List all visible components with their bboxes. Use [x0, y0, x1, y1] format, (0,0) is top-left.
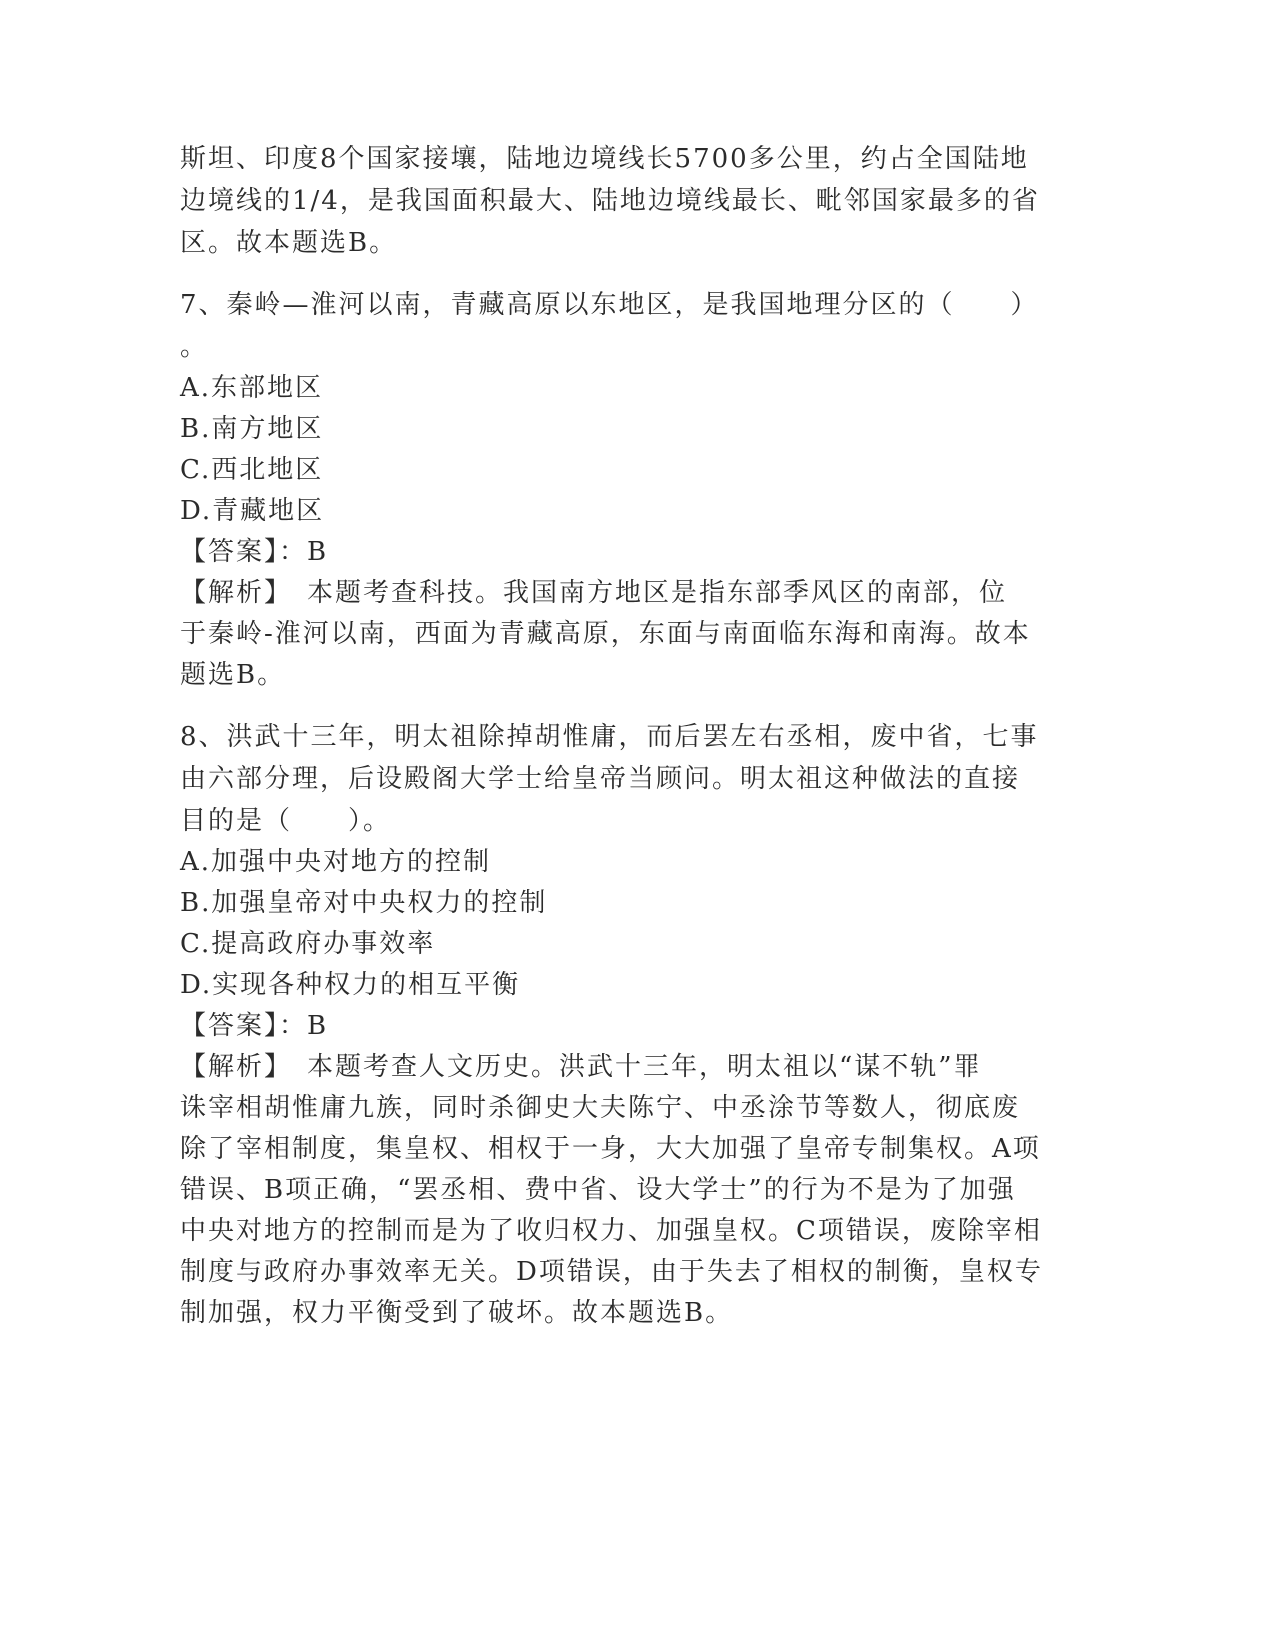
option-b: B.加强皇帝对中央权力的控制	[180, 888, 548, 918]
stem-line: 7、秦岭—淮河以南，青藏高原以东地区，是我国地理分区的（ ）	[180, 290, 1039, 320]
question-8-answer: 【答案】：B	[180, 1011, 329, 1041]
question-7-answer: 【答案】：B	[180, 537, 329, 567]
document-page	[180, 138, 1043, 1334]
intro-paragraph	[180, 138, 1040, 264]
stem-line: 由六部分理，后设殿阁大学士给皇帝当顾问。明太祖这种做法的直接	[180, 764, 1021, 794]
option-a: A.加强中央对地方的控制	[180, 847, 492, 877]
analysis-line: 诛宰相胡惟庸九族，同时杀御史大夫陈宁、中丞涂节等数人，彻底废	[180, 1093, 1021, 1123]
question-8-analysis	[180, 1047, 1043, 1334]
analysis-line: 制度与政府办事效率无关。D项错误，由于失去了相权的制衡，皇权专	[180, 1257, 1043, 1287]
question-7-stem	[180, 284, 1040, 368]
analysis-line: 制加强，权力平衡受到了破坏。故本题选B。	[180, 1298, 734, 1328]
question-7-analysis	[180, 573, 1040, 696]
intro-line: 斯坦、印度8个国家接壤，陆地边境线长5700多公里，约占全国陆地	[180, 144, 1029, 174]
analysis-line: 于秦岭-淮河以南，西面为青藏高原，东面与南面临东海和南海。故本	[180, 619, 1031, 649]
intro-line: 区。故本题选B。	[180, 228, 398, 258]
analysis-line: 除了宰相制度，集皇权、相权于一身，大大加强了皇帝专制集权。A项	[180, 1134, 1041, 1164]
option-b: B.南方地区	[180, 414, 324, 444]
option-c: C.提高政府办事效率	[180, 929, 436, 959]
option-c: C.西北地区	[180, 455, 324, 485]
option-d: D.青藏地区	[180, 496, 325, 526]
option-d: D.实现各种权力的相互平衡	[180, 970, 521, 1000]
stem-line: 。	[180, 332, 209, 362]
question-8-stem	[180, 716, 1040, 842]
analysis-line: 【解析】 本题考查科技。我国南方地区是指东部季风区的南部，位	[180, 578, 1008, 608]
analysis-line: 题选B。	[180, 660, 286, 690]
analysis-line: 中央对地方的控制而是为了收归权力、加强皇权。C项错误，废除宰相	[180, 1216, 1042, 1246]
question-7	[180, 284, 1040, 696]
analysis-line: 【解析】 本题考查人文历史。洪武十三年，明太祖以“谋不轨”罪	[180, 1052, 982, 1082]
option-a: A.东部地区	[180, 373, 324, 403]
stem-line: 8、洪武十三年，明太祖除掉胡惟庸，而后罢左右丞相，废中省，七事	[180, 722, 1039, 752]
stem-line: 目的是（ ）。	[180, 806, 392, 836]
intro-line: 边境线的1/4，是我国面积最大、陆地边境线最长、毗邻国家最多的省	[180, 186, 1040, 216]
analysis-line: 错误、B项正确，“罢丞相、费中省、设大学士”的行为不是为了加强	[180, 1175, 1016, 1205]
question-8	[180, 716, 1043, 1334]
